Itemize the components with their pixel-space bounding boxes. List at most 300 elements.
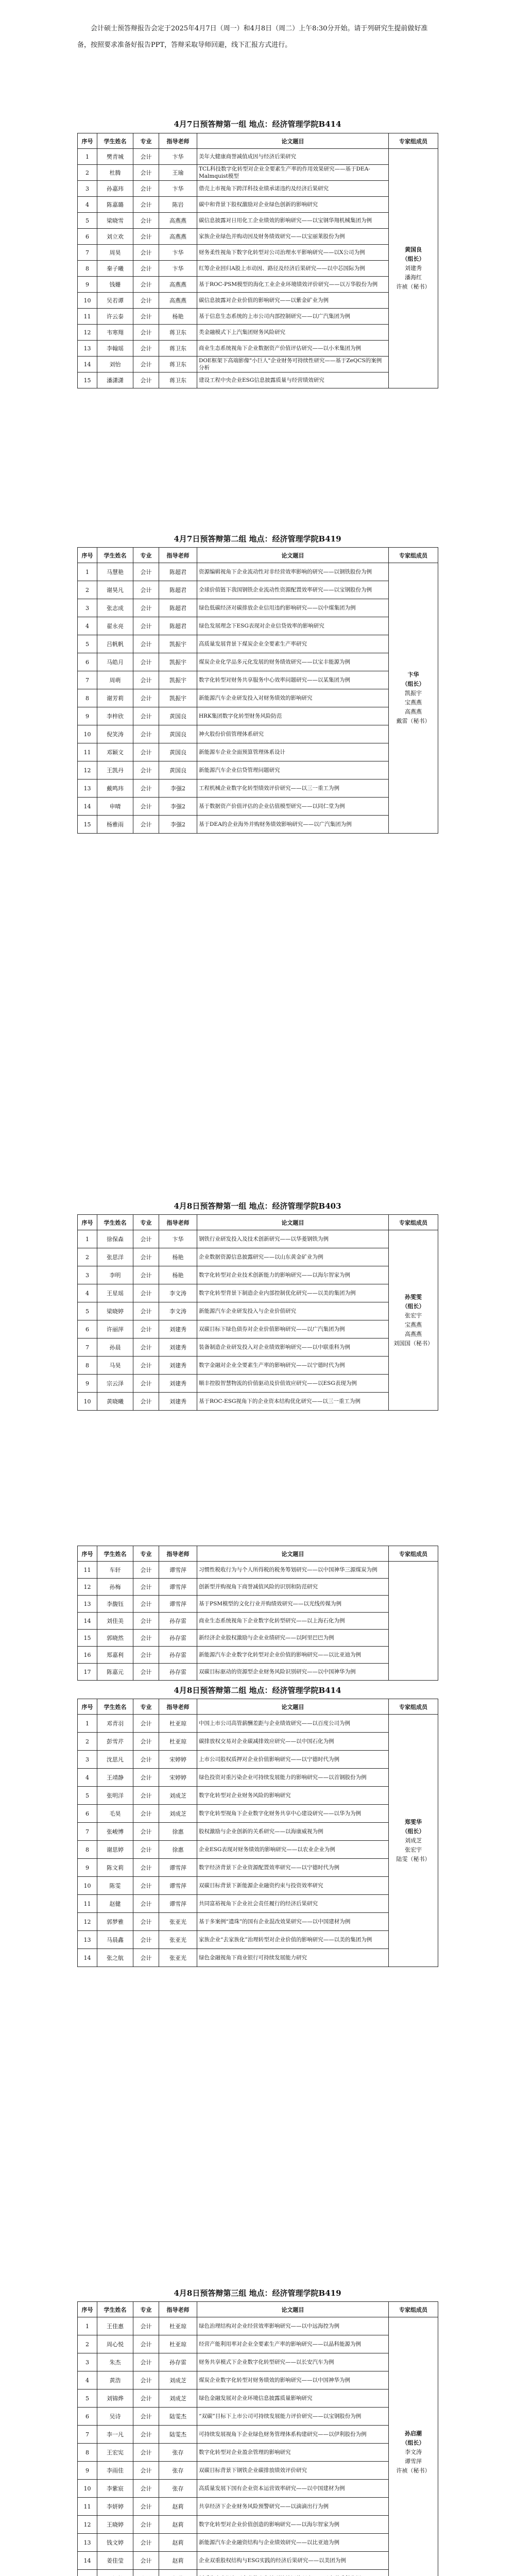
table-row bbox=[78, 1931, 438, 1949]
major: 会计 bbox=[133, 635, 159, 653]
thesis-title: 共享经济下企业财务风险预警研究——以滴滴出行为例 bbox=[197, 2498, 389, 2516]
header-row bbox=[78, 133, 438, 149]
row-number: 13 bbox=[78, 779, 97, 798]
thesis-title: 绿色金融视角下商业银行可持续发展能力研究 bbox=[197, 1949, 389, 1967]
thesis-title: DOE框架下高端影像"小巨人"企业财务可持续性研究——基于ZeQCS的案例分析 bbox=[197, 357, 389, 372]
advisor: 陈超君 bbox=[159, 563, 197, 581]
row-number: 12 bbox=[78, 2516, 97, 2534]
row-number: 17 bbox=[78, 1664, 97, 1681]
thesis-title: 绿色发展理念下ESG表现对企业信贷效率的影响研究 bbox=[197, 617, 389, 635]
major: 会计 bbox=[133, 1733, 159, 1751]
committee-member: 潘海红 bbox=[405, 274, 422, 281]
major: 会计 bbox=[133, 325, 159, 341]
row-number: 3 bbox=[78, 2353, 97, 2371]
thesis-title: 数字化转型对企业技术创新能力的影响研究——以海尔智家为例 bbox=[197, 1266, 389, 1284]
major: 会计 bbox=[133, 245, 159, 261]
advisor: 张亚光 bbox=[159, 1931, 197, 1949]
advisor: 孙存雷 bbox=[159, 1664, 197, 1681]
row-number: 7 bbox=[78, 245, 97, 261]
table-row bbox=[78, 293, 438, 309]
table-row bbox=[78, 2570, 438, 2576]
student-name: 刘佳美 bbox=[97, 1613, 133, 1630]
column-header: 论文题目 bbox=[197, 2302, 389, 2317]
row-number: 2 bbox=[78, 2335, 97, 2353]
thesis-title: 双碳目标驱动的资源型企业财务风险识别研究——以中国神华为例 bbox=[197, 1664, 389, 1681]
committee-member: （组长） bbox=[402, 1302, 425, 1310]
major: 会计 bbox=[133, 165, 159, 181]
table-row bbox=[78, 599, 438, 617]
advisor: 李强2 bbox=[159, 779, 197, 798]
committee-cell bbox=[389, 1562, 438, 1681]
row-number: 14 bbox=[78, 798, 97, 816]
row-number: 5 bbox=[78, 213, 97, 229]
student-name: 郭晓然 bbox=[97, 1630, 133, 1647]
major: 会计 bbox=[133, 1805, 159, 1823]
table-row bbox=[78, 2516, 438, 2534]
thesis-title: 基于多案例“遗珠”的国有企业混改效果研究——以中国建材为例 bbox=[197, 1913, 389, 1931]
student-name: 毛昊 bbox=[97, 1805, 133, 1823]
major: 会计 bbox=[133, 213, 159, 229]
table-row bbox=[78, 779, 438, 798]
committee-member: 许祯（秘书） bbox=[396, 283, 431, 290]
table-row bbox=[78, 1338, 438, 1357]
thesis-title: 数字化转型对企业盈余管理的影响研究 bbox=[197, 2444, 389, 2462]
committee-member: 张宏宇 bbox=[405, 1312, 422, 1319]
row-number: 4 bbox=[78, 1284, 97, 1302]
row-number: 4 bbox=[78, 617, 97, 635]
column-header: 论文题目 bbox=[197, 1215, 389, 1230]
advisor: 高燕燕 bbox=[159, 213, 197, 229]
major: 会计 bbox=[133, 1913, 159, 1931]
advisor: 孙存雷 bbox=[159, 1613, 197, 1630]
advisor: 赵莉 bbox=[159, 2552, 197, 2570]
student-name: 姜佳莹 bbox=[97, 2552, 133, 2570]
schedule-table bbox=[77, 1546, 438, 1681]
row-number: 6 bbox=[78, 2408, 97, 2426]
row-number: 9 bbox=[78, 2462, 97, 2480]
student-name: 孙嘉玮 bbox=[97, 181, 133, 197]
advisor: 卞华 bbox=[159, 149, 197, 165]
column-header: 序号 bbox=[78, 2302, 97, 2317]
student-name: 陈雯 bbox=[97, 1877, 133, 1895]
thesis-title: 数字化转型对财务共享服务中心效率问题研究——以某集团为例 bbox=[197, 671, 389, 689]
thesis-title: 基于PSM模型的文化行业并购绩效研究——以光线传媒为例 bbox=[197, 1596, 389, 1613]
table-row bbox=[78, 1248, 438, 1266]
row-number: 10 bbox=[78, 725, 97, 743]
major: 会计 bbox=[133, 1751, 159, 1769]
thesis-title: 绿色金融发展对企业环境信息披露质量影响研究 bbox=[197, 2389, 389, 2408]
advisor: 蒋卫东 bbox=[159, 341, 197, 357]
major: 会计 bbox=[133, 1931, 159, 1949]
student-name: 张峻博 bbox=[97, 1823, 133, 1841]
student-name: 王晓婷 bbox=[97, 2516, 133, 2534]
major: 会计 bbox=[133, 743, 159, 761]
row-number: 13 bbox=[78, 341, 97, 357]
row-number: 14 bbox=[78, 357, 97, 372]
student-name: 周萌 bbox=[97, 671, 133, 689]
section-title: 4月8日预答辩第一组 地点：经济管理学院B403 bbox=[174, 1201, 341, 1211]
advisor: 杜亚琼 bbox=[159, 2317, 197, 2335]
major: 会计 bbox=[133, 293, 159, 309]
thesis-title: 绿色治理结构对企业经营效率影响研究——以中远海控为例 bbox=[197, 2317, 389, 2335]
table-row bbox=[78, 341, 438, 357]
major: 会计 bbox=[133, 653, 159, 671]
thesis-title: 双碳目标下绿色债券对企业价值影响研究——以广汽集团为例 bbox=[197, 1320, 389, 1338]
row-number: 12 bbox=[78, 1579, 97, 1596]
major: 会计 bbox=[133, 1230, 159, 1248]
student-name: 李妍婷 bbox=[97, 2498, 133, 2516]
advisor: 徐惠 bbox=[159, 1841, 197, 1859]
advisor: 张存 bbox=[159, 2480, 197, 2498]
student-name: 张志成 bbox=[97, 599, 133, 617]
committee-cell bbox=[389, 563, 438, 834]
committee-member: 黄国良 bbox=[405, 246, 422, 253]
major: 会计 bbox=[133, 2552, 159, 2570]
thesis-title: 煤炭企业化学品多元化发展的财务绩效研究——以宝丰能源为例 bbox=[197, 653, 389, 671]
column-header: 专业 bbox=[133, 1215, 159, 1230]
major: 会计 bbox=[133, 197, 159, 213]
advisor: 刘建秀 bbox=[159, 1357, 197, 1375]
advisor: 王瑜 bbox=[159, 165, 197, 181]
table-row bbox=[78, 1805, 438, 1823]
row-number: 1 bbox=[78, 563, 97, 581]
row-number: 8 bbox=[78, 689, 97, 707]
row-number: 2 bbox=[78, 581, 97, 599]
table-row bbox=[78, 1613, 438, 1630]
advisor: 卞华 bbox=[159, 181, 197, 197]
student-name: 王靖静 bbox=[97, 1769, 133, 1787]
table-row bbox=[78, 245, 438, 261]
student-name: 梁晓婷 bbox=[97, 1302, 133, 1320]
major: 会计 bbox=[133, 1320, 159, 1338]
thesis-title: 数字化转型视角下企业数字化财务共享中心建设研究——以华为为例 bbox=[197, 1805, 389, 1823]
thesis-title: 碳排放权交易对企业碳减排效应研究——以中国石化为例 bbox=[197, 1733, 389, 1751]
thesis-title: 家族企业绿色并购动因及财务绩效研究——以宝丽莱股份为例 bbox=[197, 229, 389, 245]
major: 会计 bbox=[133, 372, 159, 388]
table-row bbox=[78, 1302, 438, 1320]
advisor: 张存 bbox=[159, 2462, 197, 2480]
major: 会计 bbox=[133, 1859, 159, 1877]
advisor: 张存 bbox=[159, 2444, 197, 2462]
column-header: 专家组成员 bbox=[389, 548, 438, 563]
student-name: 吕帆帆 bbox=[97, 635, 133, 653]
row-number: 8 bbox=[78, 2444, 97, 2462]
committee-member: 宝燕燕 bbox=[405, 699, 422, 706]
major: 会计 bbox=[133, 2353, 159, 2371]
table-row bbox=[78, 1859, 438, 1877]
table-row bbox=[78, 181, 438, 197]
table-row bbox=[78, 761, 438, 779]
major: 会计 bbox=[133, 816, 159, 834]
header-row bbox=[78, 548, 438, 563]
student-name: 张之航 bbox=[97, 1949, 133, 1967]
column-header: 指导老师 bbox=[159, 1546, 197, 1562]
table-row bbox=[78, 1733, 438, 1751]
student-name: 李馥钰 bbox=[97, 1596, 133, 1613]
student-name: 吴若谭 bbox=[97, 293, 133, 309]
advisor: 卞华 bbox=[159, 245, 197, 261]
student-name: 郭梦雅 bbox=[97, 1913, 133, 1931]
advisor: 刘成芝 bbox=[159, 1787, 197, 1805]
thesis-title: 基于DEA的企业海外并购财务绩效影响研究——以广汽集团为例 bbox=[197, 816, 389, 834]
major: 会计 bbox=[133, 261, 159, 277]
advisor: 杨艳 bbox=[159, 1266, 197, 1284]
column-header: 论文题目 bbox=[197, 548, 389, 563]
row-number: 10 bbox=[78, 293, 97, 309]
student-name: 吴诗 bbox=[97, 2408, 133, 2426]
row-number: 5 bbox=[78, 1787, 97, 1805]
advisor: 凯振宇 bbox=[159, 635, 197, 653]
thesis-title: 工程机械企业数字化转型绩效评价研究——以三一重工为例 bbox=[197, 779, 389, 798]
row-number: 4 bbox=[78, 197, 97, 213]
thesis-title: 新能源车企业全面预算管理体系设计 bbox=[197, 743, 389, 761]
row-number: 6 bbox=[78, 229, 97, 245]
major: 会计 bbox=[133, 2408, 159, 2426]
student-name: 樊青城 bbox=[97, 149, 133, 165]
advisor: 卞华 bbox=[159, 261, 197, 277]
thesis-title: 商业生态系统视角下企业数字化转型研究——以上海石化为例 bbox=[197, 1613, 389, 1630]
advisor: 刘成芝 bbox=[159, 2371, 197, 2389]
thesis-title: 商业生态系统视角下企业数据资产价值评估研究——以小米集团为例 bbox=[197, 341, 389, 357]
student-name: 孙晨 bbox=[97, 1338, 133, 1357]
table-row bbox=[78, 2498, 438, 2516]
major: 会计 bbox=[133, 563, 159, 581]
advisor: 李强2 bbox=[159, 798, 197, 816]
major: 会计 bbox=[133, 2480, 159, 2498]
committee-cell bbox=[389, 149, 438, 388]
column-header: 序号 bbox=[78, 1215, 97, 1230]
header-row bbox=[78, 1699, 438, 1715]
thesis-title: 新经济企业股权激励与企业业绩研究——以阿里巴巴为例 bbox=[197, 1630, 389, 1647]
advisor: 徐惠 bbox=[159, 1823, 197, 1841]
major: 会计 bbox=[133, 1302, 159, 1320]
row-number: 8 bbox=[78, 1841, 97, 1859]
table-row bbox=[78, 635, 438, 653]
row-number: 2 bbox=[78, 1248, 97, 1266]
table-row bbox=[78, 1715, 438, 1733]
thesis-title: 共同富裕视角下企业社会责任履行的经济后果研究 bbox=[197, 1895, 389, 1913]
table-row bbox=[78, 1769, 438, 1787]
thesis-title: 财务共享模式下企业数字化转型研究——以长安汽车为例 bbox=[197, 2353, 389, 2371]
row-number: 6 bbox=[78, 653, 97, 671]
column-header: 指导老师 bbox=[159, 133, 197, 149]
student-name: 潘潇潇 bbox=[97, 372, 133, 388]
row-number: 1 bbox=[78, 2317, 97, 2335]
committee-member: 高燕燕 bbox=[405, 1330, 422, 1337]
advisor: 陆雯杰 bbox=[159, 2408, 197, 2426]
advisor: 陈超君 bbox=[159, 599, 197, 617]
major: 会计 bbox=[133, 181, 159, 197]
advisor: 高燕燕 bbox=[159, 229, 197, 245]
column-header: 序号 bbox=[78, 133, 97, 149]
advisor: 凯振宇 bbox=[159, 689, 197, 707]
table-row bbox=[78, 2444, 438, 2462]
advisor: 蒋卫东 bbox=[159, 325, 197, 341]
table-row bbox=[78, 229, 438, 245]
table-row bbox=[78, 1841, 438, 1859]
committee-member: （组长） bbox=[402, 256, 425, 262]
row-number: 10 bbox=[78, 1393, 97, 1411]
thesis-title: 高质量发展背景下煤炭企业全要素生产率研究 bbox=[197, 635, 389, 653]
row-number: 2 bbox=[78, 1733, 97, 1751]
student-name: 李明 bbox=[97, 1266, 133, 1284]
row-number: 11 bbox=[78, 1562, 97, 1579]
student-name: 刘怡 bbox=[97, 357, 133, 372]
section-title: 4月8日预答辩第三组 地点：经济管理学院B419 bbox=[174, 2289, 341, 2298]
thesis-title: 装备制造企业研发投入对企业绩效影响研究——以中联重科为例 bbox=[197, 1338, 389, 1357]
thesis-title: 企业数据资源信息披露研究——以山东黄金矿业为例 bbox=[197, 1248, 389, 1266]
thesis-title: 高质量发展下国有企业资本运营效率研究——以中国建材为例 bbox=[197, 2480, 389, 2498]
row-number: 9 bbox=[78, 1375, 97, 1393]
table-row bbox=[78, 689, 438, 707]
advisor: 陈岩 bbox=[159, 197, 197, 213]
student-name: 梁晓雪 bbox=[97, 213, 133, 229]
major: 会计 bbox=[133, 1266, 159, 1284]
major: 会计 bbox=[133, 1248, 159, 1266]
table-row bbox=[78, 197, 438, 213]
student-name: 李梓欣 bbox=[97, 707, 133, 725]
column-header: 学生姓名 bbox=[97, 2302, 133, 2317]
student-name: 王佳惠 bbox=[97, 2317, 133, 2335]
student-name: 陈嘉元 bbox=[97, 1664, 133, 1681]
advisor: 孙存雷 bbox=[159, 1630, 197, 1647]
column-header: 指导老师 bbox=[159, 1215, 197, 1230]
thesis-title: 数字化转型背景下制造企业内部控制优化研究——以美的集团为例 bbox=[197, 1284, 389, 1302]
advisor: 陈超君 bbox=[159, 617, 197, 635]
student-name: 赵健 bbox=[97, 1895, 133, 1913]
student-name: 邓青羽 bbox=[97, 1715, 133, 1733]
student-name: 倪笑涛 bbox=[97, 725, 133, 743]
student-name: 王宏宪 bbox=[97, 2444, 133, 2462]
column-header: 论文题目 bbox=[197, 1699, 389, 1715]
committee-member: 谭雪萍 bbox=[405, 2458, 422, 2465]
column-header: 专家组成员 bbox=[389, 1699, 438, 1715]
student-name: 孙梅 bbox=[97, 1579, 133, 1596]
advisor: 孙存雷 bbox=[159, 2353, 197, 2371]
student-name: 李紫宸 bbox=[97, 2480, 133, 2498]
row-number: 6 bbox=[78, 1320, 97, 1338]
table-row bbox=[78, 563, 438, 581]
thesis-title: 基于数据资产价值评估的企业估值模型研究——以同仁堂为例 bbox=[197, 798, 389, 816]
row-number: 14 bbox=[78, 1949, 97, 1967]
student-name: 杜腾 bbox=[97, 165, 133, 181]
row-number: 13 bbox=[78, 2534, 97, 2552]
table-row bbox=[78, 653, 438, 671]
row-number: 4 bbox=[78, 1769, 97, 1787]
column-header: 专业 bbox=[133, 1546, 159, 1562]
advisor: 陆雯杰 bbox=[159, 2426, 197, 2444]
advisor bbox=[159, 2570, 197, 2576]
thesis-title: 红筹企业回归A股上市动因、路径及经济后果研究——以中芯国际为例 bbox=[197, 261, 389, 277]
major: 会计 bbox=[133, 2426, 159, 2444]
student-name: 彭雪芹 bbox=[97, 1733, 133, 1751]
major: 会计 bbox=[133, 1613, 159, 1630]
row-number: 11 bbox=[78, 743, 97, 761]
committee-member: 许祯（秘书） bbox=[396, 2467, 431, 2474]
row-number: 10 bbox=[78, 1877, 97, 1895]
row-number: 7 bbox=[78, 1338, 97, 1357]
advisor: 李文涛 bbox=[159, 1302, 197, 1320]
advisor: 谭雪萍 bbox=[159, 1579, 197, 1596]
major bbox=[133, 2570, 159, 2576]
header-row bbox=[78, 1215, 438, 1230]
table-row bbox=[78, 2426, 438, 2444]
schedule-table bbox=[77, 2301, 438, 2576]
thesis-title: 企业ESG表现对财务绩效的影响研究——以农业企业为例 bbox=[197, 1841, 389, 1859]
thesis-title: 绿色投资对重污染企业可持续发展能力的影响研究——以首钢股份为例 bbox=[197, 1769, 389, 1787]
advisor: 刘建秀 bbox=[159, 1338, 197, 1357]
column-header: 学生姓名 bbox=[97, 133, 133, 149]
row-number: 3 bbox=[78, 1751, 97, 1769]
student-name: 谢昊凡 bbox=[97, 581, 133, 599]
table-row bbox=[78, 1823, 438, 1841]
advisor: 张亚光 bbox=[159, 1913, 197, 1931]
major: 会计 bbox=[133, 1596, 159, 1613]
student-name: 翟永亮 bbox=[97, 617, 133, 635]
committee-member: 刘建秀 bbox=[405, 265, 422, 272]
major: 会计 bbox=[133, 2516, 159, 2534]
advisor: 赵莉 bbox=[159, 2516, 197, 2534]
column-header: 专业 bbox=[133, 2302, 159, 2317]
table-row bbox=[78, 372, 438, 388]
advisor: 杨艳 bbox=[159, 1248, 197, 1266]
advisor: 凯振宇 bbox=[159, 671, 197, 689]
committee-cell bbox=[389, 1230, 438, 1411]
row-number: 1 bbox=[78, 1715, 97, 1733]
student-name: 许丽萍 bbox=[97, 1320, 133, 1338]
major: 会计 bbox=[133, 1715, 159, 1733]
table-row bbox=[78, 743, 438, 761]
student-name: 马晨鑫 bbox=[97, 1931, 133, 1949]
thesis-title: 新能源汽车企业数字化转型对企业价值的影响研究——以比亚迪为例 bbox=[197, 1647, 389, 1664]
thesis-title: 创新型并购视角下商誉减值风险的识别和防范研究 bbox=[197, 1579, 389, 1596]
table-row bbox=[78, 2317, 438, 2335]
row-number: 15 bbox=[78, 1630, 97, 1647]
major: 会计 bbox=[133, 1375, 159, 1393]
advisor: 凯振宇 bbox=[159, 653, 197, 671]
table-row bbox=[78, 816, 438, 834]
advisor: 赵莉 bbox=[159, 2534, 197, 2552]
row-number: 12 bbox=[78, 761, 97, 779]
student-name: 车轩 bbox=[97, 1562, 133, 1579]
table-row bbox=[78, 798, 438, 816]
row-number: 8 bbox=[78, 1357, 97, 1375]
committee-member: 戴雷（秘书） bbox=[396, 718, 431, 724]
advisor: 谭雪萍 bbox=[159, 1877, 197, 1895]
committee-member: 刘成芝 bbox=[405, 1837, 422, 1844]
column-header: 专家组成员 bbox=[389, 1546, 438, 1562]
table-row bbox=[78, 213, 438, 229]
major: 会计 bbox=[133, 149, 159, 165]
committee-member: 张宏宇 bbox=[405, 1846, 422, 1853]
row-number: 8 bbox=[78, 261, 97, 277]
column-header: 指导老师 bbox=[159, 548, 197, 563]
student-name: 戴鸣玮 bbox=[97, 779, 133, 798]
thesis-title: 顺丰控股智慧物流的价值驱动及价值效应研究——以ESG表现为例 bbox=[197, 1375, 389, 1393]
column-header: 学生姓名 bbox=[97, 1699, 133, 1715]
table-row bbox=[78, 1230, 438, 1248]
major: 会计 bbox=[133, 2498, 159, 2516]
advisor: 李强2 bbox=[159, 816, 197, 834]
thesis-title: 类金融模式下上汽集团财务风险研究 bbox=[197, 325, 389, 341]
thesis-title: 数字化转型对企业价值创造的影响研究——以海尔智家为例 bbox=[197, 2516, 389, 2534]
row-number: 4 bbox=[78, 2371, 97, 2389]
advisor: 蒋卫东 bbox=[159, 357, 197, 372]
major: 会计 bbox=[133, 689, 159, 707]
table-row bbox=[78, 277, 438, 293]
table-row bbox=[78, 2389, 438, 2408]
committee-cell bbox=[389, 1715, 438, 1967]
